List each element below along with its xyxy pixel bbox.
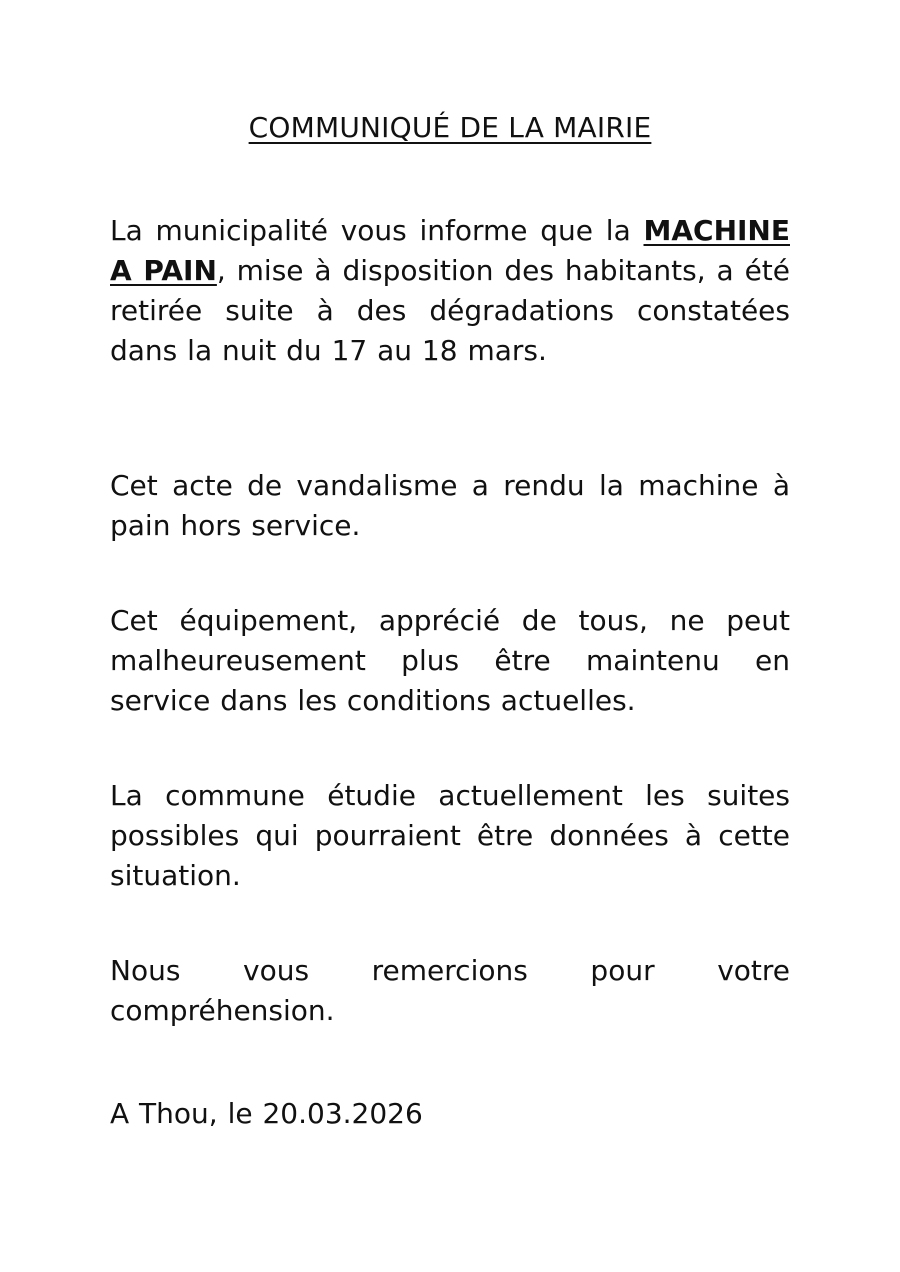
paragraph-equipment: Cet équipement, apprécié de tous, ne peut malheureusement plus être maintenu en service dans les conditions actuelles. (110, 604, 790, 717)
paragraph-vandalism: Cet acte de vandalisme a rendu la machine à pain hors service. (110, 469, 790, 542)
paragraph-announcement-end: , mise à disposition des habitants, a été retirée suite à des dégradations constatées dans la nuit du 17 au 18 mars. (110, 254, 790, 367)
signature-date: A Thou, le 20.03.2026 (110, 1097, 423, 1130)
document-title-text: COMMUNIQUÉ DE LA MAIRIE (248, 111, 652, 144)
paragraph-thanks: Nous vous remercions pour votre compréhension. (110, 954, 790, 1027)
highlighted-term: MACHINE A PAIN (110, 214, 790, 287)
document-title (0, 108, 900, 148)
paragraph-next-steps: La commune étudie actuellement les suites possibles qui pourraient être données à cette situation. (110, 779, 790, 892)
paragraph-announcement (110, 211, 790, 371)
paragraph-announcement-start: La municipalité vous informe que la (110, 214, 644, 247)
